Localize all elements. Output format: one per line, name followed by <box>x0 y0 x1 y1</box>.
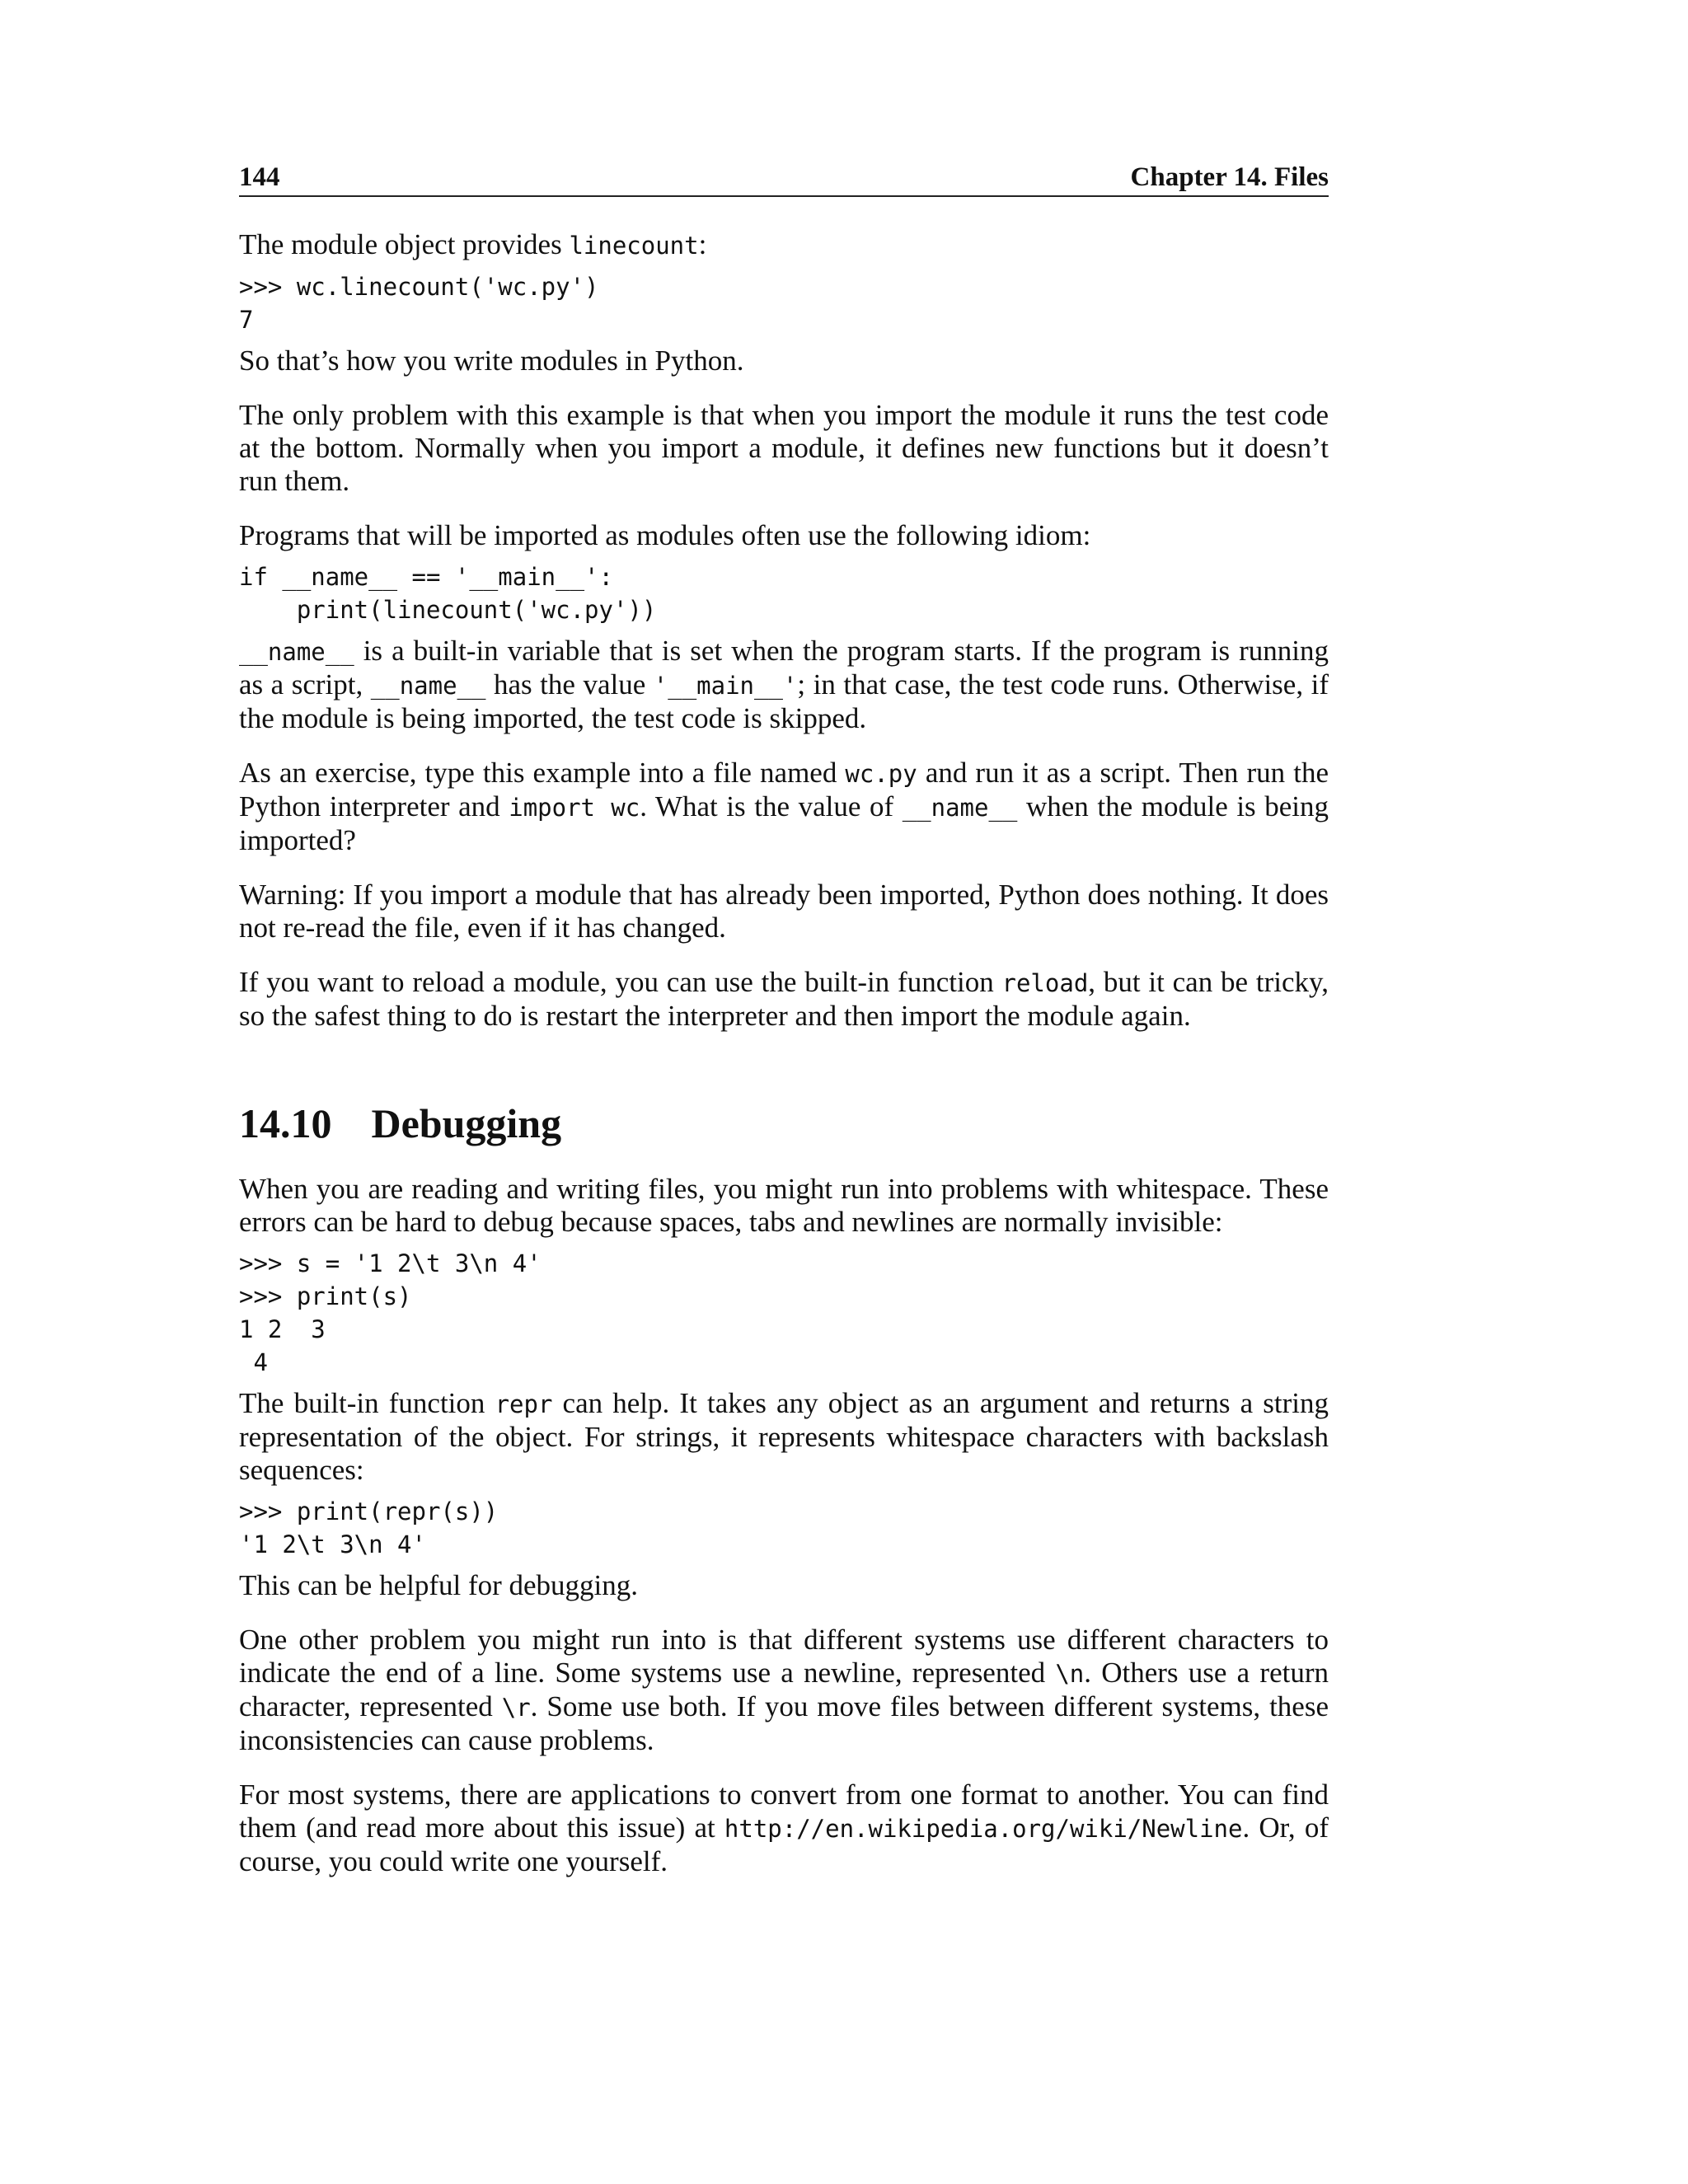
paragraph: The only problem with this example is that when you import the module it runs the test code at the bottom. Normally when you import a module, it defines new functions but it doesn’t run them. <box>239 399 1329 497</box>
paragraph: __name__ is a built-in variable that is set when the program starts. If the program is running as a script, __name__ has the value '__main__'; in that case, the test code runs. Otherwise, if the module is being imported, the test code is skipped. <box>239 635 1329 734</box>
paragraph: So that’s how you write modules in Python. <box>239 344 744 377</box>
paragraph: The built-in function repr can help. It takes any object as an argument and returns a string representation of the object. For strings, it represents whitespace characters with backslash sequences: <box>239 1387 1329 1486</box>
section-number: 14.10 <box>239 1100 332 1146</box>
code-block: >>> print(repr(s)) '1 2\t 3\n 4' <box>239 1497 499 1558</box>
page-number: 144 <box>239 162 280 192</box>
code-block: if __name__ == '__main__': print(linecount('wc.py')) <box>239 563 657 624</box>
page-content <box>239 161 1329 1878</box>
paragraph: If you want to reload a module, you can use the built-in function reload, but it can be tricky, so the safest thing to do is restart the interpreter and then import the module again. <box>239 966 1329 1032</box>
paragraph: This can be helpful for debugging. <box>239 1569 639 1601</box>
chapter-title: Chapter 14. Files <box>1130 162 1329 192</box>
paragraph: One other problem you might run into is that different systems use different characters to indicate the end of a line. Some systems use a newline, represented \n. Others use a return character, represented \r. Some use both. If you move files between different systems, these inconsistencies can cause problems. <box>239 1624 1329 1756</box>
paragraph: Warning: If you import a module that has already been imported, Python does nothing. It does not re-read the file, even if it has changed. <box>239 879 1329 944</box>
paragraph: For most systems, there are applications to convert from one format to another. You can find them (and read more about this issue) at http://en.wikipedia.org/wiki/Newline. Or, of course, you could write one yourself. <box>239 1779 1329 1877</box>
section-title: Debugging <box>371 1100 562 1146</box>
section-heading <box>239 1099 1329 1148</box>
running-head <box>239 161 1329 197</box>
code-block: >>> s = '1 2\t 3\n 4' >>> print(s) 1 2 3 4 <box>239 1249 542 1376</box>
newline-url: http://en.wikipedia.org/wiki/Newline <box>724 1815 1243 1843</box>
code-block: >>> wc.linecount('wc.py') 7 <box>239 273 599 334</box>
paragraph: Programs that will be imported as modules often use the following idiom: <box>239 519 1091 551</box>
paragraph: As an exercise, type this example into a file named wc.py and run it as a script. Then run the Python interpreter and import wc. What is the value of __name__ when the module is being imported? <box>239 757 1329 856</box>
paragraph: The module object provides linecount: <box>239 228 707 260</box>
paragraph: When you are reading and writing files, you might run into problems with whitespace. These errors can be hard to debug because spaces, tabs and newlines are normally invisible: <box>239 1173 1329 1238</box>
